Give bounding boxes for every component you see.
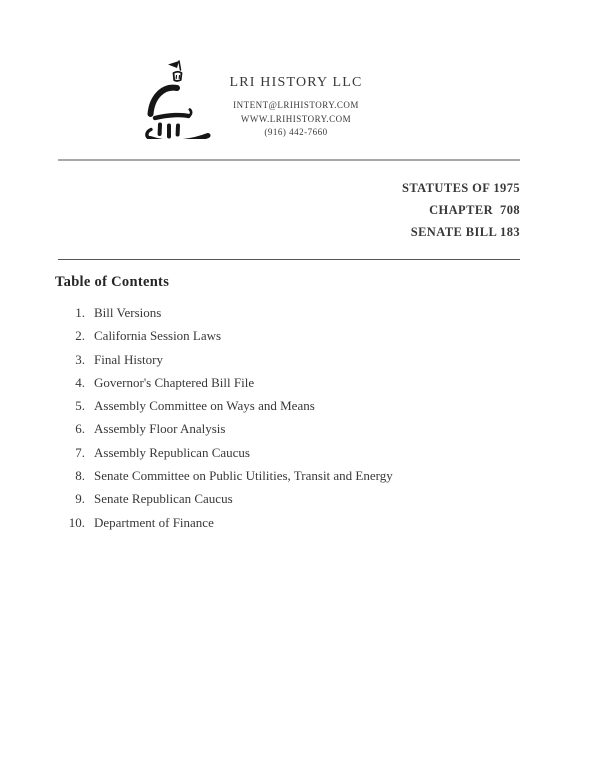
toc-item-label: Senate Republican Caucus <box>94 491 233 507</box>
toc-item <box>55 511 393 534</box>
toc-item-label: Senate Committee on Public Utilities, Transit and Energy <box>94 468 393 484</box>
toc-item-number: 1. <box>75 305 85 320</box>
toc-item-number: 3. <box>75 351 85 367</box>
toc-item-number: 6. <box>75 421 85 437</box>
toc-item-label: Department of Finance <box>94 514 214 530</box>
toc-item <box>55 324 393 347</box>
toc-item-number: 5. <box>75 398 85 414</box>
toc-item <box>55 371 393 394</box>
statutes-line: STATUTES OF 1975 <box>402 181 520 195</box>
company-website: WWW.LRIHISTORY.COM <box>240 113 352 124</box>
toc-item-number: 10. <box>68 514 85 530</box>
toc-item <box>55 394 393 417</box>
capitol-dome-icon <box>142 57 214 139</box>
toc-item <box>55 441 393 464</box>
toc-item <box>55 464 393 487</box>
toc-item <box>55 301 393 324</box>
toc-item-number: 7. <box>75 444 85 460</box>
toc-item <box>55 417 393 440</box>
toc-list <box>55 301 393 534</box>
toc-item-label: Governor's Chaptered Bill File <box>94 374 255 390</box>
statute-reference <box>402 177 520 243</box>
toc-item <box>55 348 393 371</box>
toc-item-label: Final History <box>94 351 163 367</box>
toc-item-label: Assembly Republican Caucus <box>94 444 250 460</box>
capitol-dome-logo <box>142 57 214 139</box>
toc-item-label: Bill Versions <box>94 305 162 320</box>
company-name: LRI HISTORY LLC <box>229 75 363 90</box>
toc-item-number: 2. <box>75 328 85 344</box>
company-phone: (916) 442-7660 <box>264 127 328 137</box>
toc-item-number: 8. <box>75 468 85 484</box>
divider-top <box>58 159 520 161</box>
chapter-line: CHAPTER 708 <box>429 203 520 217</box>
company-email: INTENT@LRIHISTORY.COM <box>233 100 359 110</box>
divider-bottom <box>58 259 520 260</box>
senate-bill-line: SENATE BILL 183 <box>410 225 520 239</box>
toc-item-label: California Session Laws <box>94 328 222 344</box>
toc-item <box>55 487 393 510</box>
toc-title: Table of Contents <box>55 274 170 290</box>
toc-item-label: Assembly Committee on Ways and Means <box>94 398 315 414</box>
toc-item-number: 4. <box>75 374 85 390</box>
toc-item-label: Assembly Floor Analysis <box>94 421 226 437</box>
letterhead <box>216 75 376 140</box>
toc-item-number: 9. <box>75 491 85 507</box>
